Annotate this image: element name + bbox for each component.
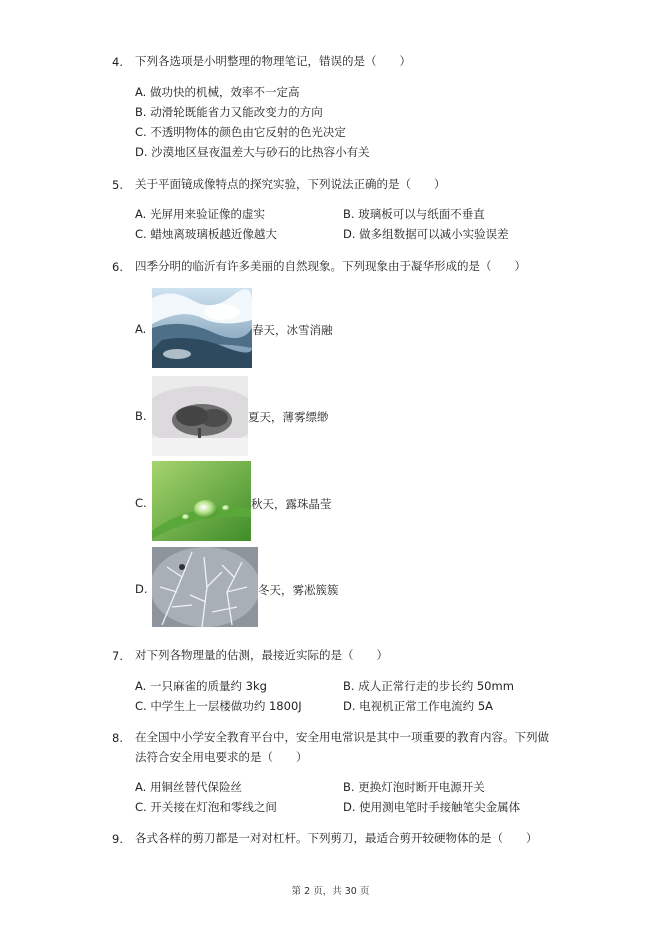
- question-5-number: 5.: [112, 178, 123, 192]
- q4-option-b: B. 动滑轮既能省力又能改变力的方向: [135, 105, 323, 119]
- q7-option-c: C. 中学生上一层楼做功约 1800J: [135, 699, 302, 713]
- q4-option-c: C. 不透明物体的颜色由它反射的色光决定: [135, 125, 346, 139]
- question-4-number: 4.: [112, 55, 123, 69]
- q5-option-b: B. 玻璃板可以与纸面不垂直: [343, 207, 485, 221]
- rime-frost-image: [152, 547, 258, 627]
- question-8-text: 在全国中小学安全教育平台中，安全用电常识是其中一项重要的教育内容。下列做: [135, 730, 549, 744]
- question-8-number: 8.: [112, 731, 123, 745]
- q6-option-d-letter: D.: [135, 582, 148, 596]
- q8-option-a: A. 用铜丝替代保险丝: [135, 780, 242, 794]
- q5-option-a: A. 光屏用来验证像的虚实: [135, 207, 265, 221]
- question-8-text-line2: 法符合安全用电要求的是（ ）: [135, 750, 308, 764]
- snow-melting-image: [152, 288, 252, 368]
- q6-option-d-caption: 冬天，雾凇簇簇: [258, 583, 339, 597]
- q8-option-b: B. 更换灯泡时断开电源开关: [343, 780, 485, 794]
- q4-option-a: A. 做功快的机械，效率不一定高: [135, 85, 300, 99]
- question-9-text: 各式各样的剪刀都是一对对杠杆。下列剪刀，最适合剪开较硬物体的是（ ）: [135, 831, 538, 845]
- q6-option-a-caption: 春天，冰雪消融: [252, 323, 333, 337]
- q5-option-c: C. 蜡烛离玻璃板越近像越大: [135, 227, 277, 241]
- q4-option-d: D. 沙漠地区昼夜温差大与砂石的比热容小有关: [135, 145, 370, 159]
- q6-option-c-caption: 秋天，露珠晶莹: [251, 497, 332, 511]
- question-7-number: 7.: [112, 649, 123, 663]
- question-4-text: 下列各选项是小明整理的物理笔记，错误的是（ ）: [135, 54, 411, 68]
- q6-option-c-letter: C.: [135, 496, 147, 510]
- q8-option-c: C. 开关接在灯泡和零线之间: [135, 800, 277, 814]
- page-footer: 第 2 页，共 30 页: [291, 886, 370, 897]
- q7-option-b: B. 成人正常行走的步长约 50mm: [343, 679, 514, 693]
- q6-option-b-letter: B.: [135, 409, 147, 423]
- q6-option-b-caption: 夏天，薄雾缥缈: [248, 410, 329, 424]
- question-9-number: 9.: [112, 832, 123, 846]
- question-7-text: 对下列各物理量的估测，最接近实际的是（ ）: [135, 648, 388, 662]
- question-6-text: 四季分明的临沂有许多美丽的自然现象。下列现象由于凝华形成的是（ ）: [135, 259, 526, 273]
- q5-option-d: D. 做多组数据可以减小实验误差: [343, 227, 509, 241]
- q8-option-d: D. 使用测电笔时手接触笔尖金属体: [343, 800, 521, 814]
- question-6-number: 6.: [112, 260, 123, 274]
- q6-option-a-letter: A.: [135, 322, 147, 336]
- dewdrop-leaf-image: [152, 461, 251, 541]
- q7-option-d: D. 电视机正常工作电流约 5A: [343, 699, 494, 713]
- question-5-text: 关于平面镜成像特点的探究实验，下列说法正确的是（ ）: [135, 177, 446, 191]
- mist-tree-image: [152, 376, 248, 456]
- q7-option-a: A. 一只麻雀的质量约 3kg: [135, 679, 267, 693]
